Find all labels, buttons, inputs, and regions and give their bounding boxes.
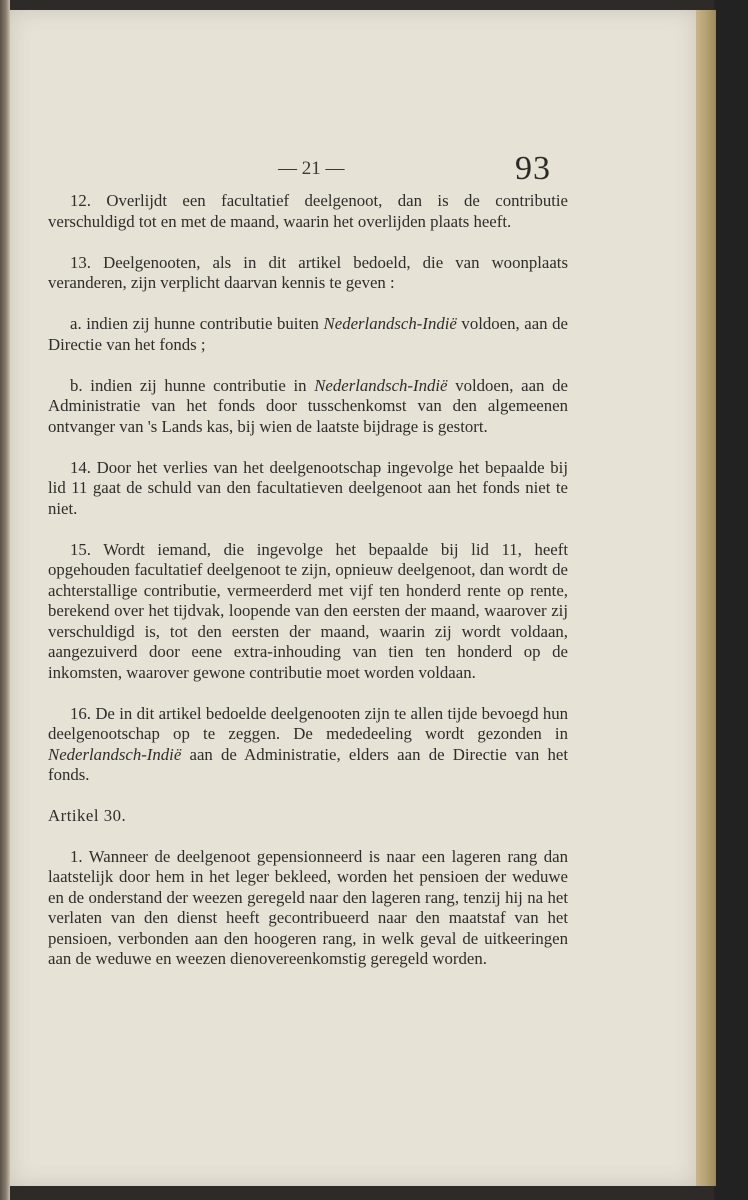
paragraph-13a — [48, 314, 568, 355]
article-30-paragraph-1: 1. Wanneer de deelgenoot gepensionneerd is naar een lageren rang dan laatstelijk door hem in het leger bekleed, worden het pensioen der weduwe en de onderstand der weezen geregeld naar den lageren rang, tenzij hij na het verlaten van den dienst heeft gecontribueerd naar den maatstaf van het pensioen, verbonden aan den hoogeren rang, in welk geval de uitkeeringen aan de weduwe en weezen dienovereenkomstig geregeld worden. — [48, 846, 568, 968]
section-heading: Artikel 30. — [48, 806, 127, 825]
page-body — [48, 191, 568, 990]
page-number: — 21 — — [278, 158, 345, 179]
paragraph-13a-lead: a. indien zij hunne contributie buiten — [70, 314, 324, 333]
paragraph-13b — [48, 376, 568, 438]
paragraph-13: 13. Deelgenooten, als in dit artikel bedoeld, die van woonplaats veranderen, zijn verplicht daarvan kennis te geven : — [48, 252, 568, 292]
paragraph-15: 15. Wordt iemand, die ingevolge het bepaalde bij lid 11, heeft opgehouden facultatief deelgenoot te zijn, opnieuw deelgenoot, dan wordt de achterstallige contributie, vermeerderd met vijf ten honderd rente op rente, berekend over het tijdvak, loopende van den eersten der maand, waarover zij verschuldigd is, tot den eersten der maand, waarin zij wordt voldaan, aangezuiverd door eene extra-inhouding van tien ten honderd op de inkomsten, waarover gewone contributie moet worden voldaan. — [48, 539, 568, 682]
paragraph-13b-tail: voldoen, aan de Administratie van het fonds door tusschenkomst van den algemeenen ontvanger van 's Lands kas, bij wien de laatste bijdrage is gestort. — [48, 375, 568, 436]
paragraph-16-place: Nederlandsch-Indië — [48, 744, 182, 764]
document-page — [10, 10, 696, 1186]
scan-left-edge — [0, 0, 10, 1200]
paragraph-13a-tail: voldoen, aan de Directie van het fonds ; — [48, 314, 568, 354]
paragraph-14: 14. Door het verlies van het deelgenootschap ingevolge het bepaalde bij lid 11 gaat de schuld van den facultatieven deelgenoot aan het fonds niet te niet. — [48, 457, 568, 518]
page-stack-edge — [694, 10, 716, 1186]
paragraph-16 — [48, 704, 568, 786]
scan-right-edge — [714, 0, 748, 1200]
paragraph-13a-place: Nederlandsch-Indië — [323, 314, 457, 333]
stamped-page-number: 93 — [515, 150, 551, 187]
paragraph-13b-place: Nederlandsch-Indië — [314, 375, 448, 395]
paragraph-16-lead: 16. De in dit artikel bedoelde deelgenooten zijn te allen tijde bevoegd hun deelgenootschap op te zeggen. De mededeeling wordt gezonden in — [48, 703, 568, 743]
paragraph-13b-lead: b. indien zij hunne contributie in — [70, 375, 315, 395]
paragraph-12: 12. Overlijdt een facultatief deelgenoot, dan is de contributie verschuldigd tot en met de maand, waarin het overlijden plaats heeft. — [48, 191, 568, 231]
paragraph-16-tail: aan de Administratie, elders aan de Directie van het fonds. — [48, 744, 568, 784]
